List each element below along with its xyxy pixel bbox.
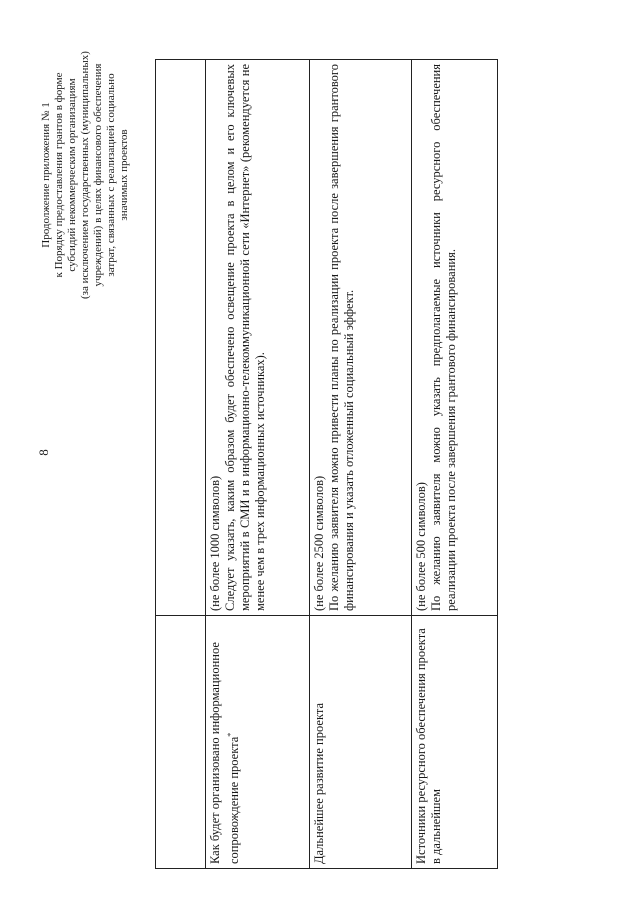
header-line: учреждений) в целях финансового обеспечения: [92, 63, 104, 287]
header-line: к Порядку предоставления грантов в форме: [53, 72, 65, 278]
appendix-header: [40, 25, 131, 325]
row-content-cell: [310, 60, 412, 616]
row-label: Дальнейшее развитие проекта: [312, 702, 326, 864]
row-description: Следует указать, каким образом будет обеспечено освещение проекта в целом и его ключевых мероприятий в СМИ и в информационно-телекоммуникационной сети «Интернет» (рекомендуется не менее чем в трех информационных источниках).: [223, 64, 267, 611]
row-description: По желанию заявителя можно указать предполагаемые источники ресурсного обеспечения реализации проекта после завершения грантового финансирования.: [429, 64, 458, 611]
character-limit: (не более 500 символов): [414, 482, 428, 611]
row-label-cell: [156, 616, 206, 869]
row-content-cell: [206, 60, 310, 616]
header-line: затрат, связанных с реализацией социально: [105, 73, 117, 277]
row-description: По желанию заявителя можно привести планы по реализации проекта после завершения грантового финансирования и указать отложенный социальный эффект.: [327, 64, 356, 611]
table-row: [206, 60, 310, 869]
row-label: Источники ресурсного обеспечения проекта в дальнейшем: [414, 628, 443, 864]
header-line: субсидий некоммерческим организациям: [66, 78, 78, 272]
header-line: значимых проектов: [118, 129, 130, 221]
header-line: (за исключением государственных (муниципальных): [79, 51, 91, 299]
page-number: 8: [36, 449, 51, 456]
character-limit: (не более 1000 символов): [208, 475, 222, 611]
row-label-cell: [412, 616, 498, 869]
row-content-cell: [156, 60, 206, 616]
header-line: Продолжение приложения № 1: [40, 102, 52, 248]
application-form-table: [155, 59, 498, 869]
row-label: Как будет организовано информационное сопровождение проекта: [208, 642, 242, 864]
row-content-cell: [412, 60, 498, 616]
table-row: [156, 60, 206, 869]
row-label-cell: [310, 616, 412, 869]
row-label-cell: [206, 616, 310, 869]
table-row: [310, 60, 412, 869]
table-row: [412, 60, 498, 869]
footnote-mark: *: [226, 732, 235, 737]
character-limit: (не более 2500 символов): [312, 475, 326, 611]
